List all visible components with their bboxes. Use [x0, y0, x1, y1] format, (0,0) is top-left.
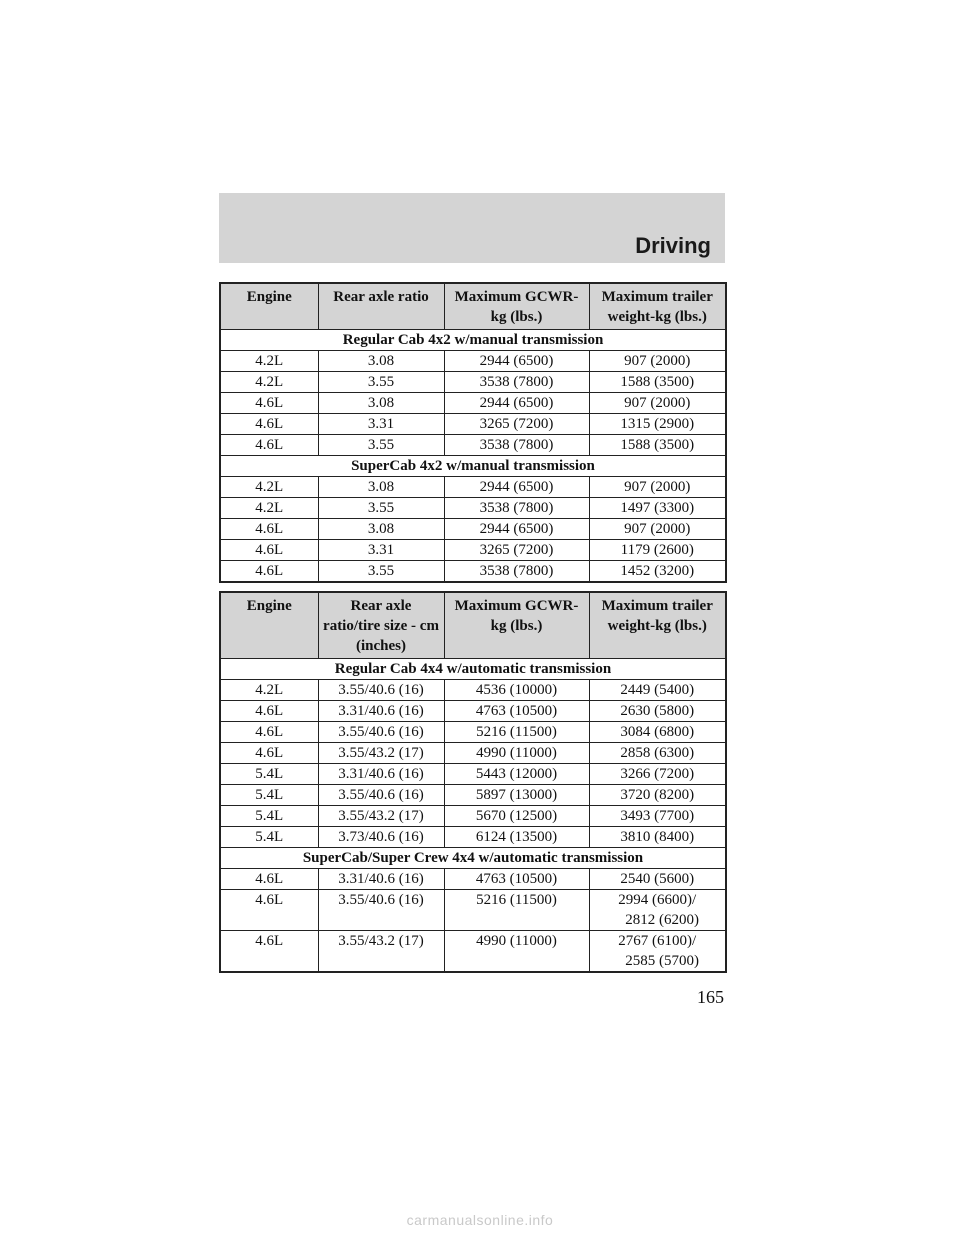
section-title: SuperCab/Super Crew 4x4 w/automatic transmission — [220, 848, 726, 869]
table-row — [220, 931, 726, 973]
table-cell: 5216 (11500) — [444, 890, 589, 931]
watermark: carmanualsonline.info — [406, 1212, 554, 1228]
table-cell: 907 (2000) — [589, 477, 726, 498]
table-cell: 5.4L — [220, 827, 318, 848]
table-cell: 2944 (6500) — [444, 393, 589, 414]
table-cell: 1497 (3300) — [589, 498, 726, 519]
table-cell: 4.6L — [220, 743, 318, 764]
table-row — [220, 827, 726, 848]
table-cell: 3266 (7200) — [589, 764, 726, 785]
table-cell: 1315 (2900) — [589, 414, 726, 435]
table-row — [220, 785, 726, 806]
column-header-axle: Rear axle ratio — [318, 283, 444, 330]
table-cell: 907 (2000) — [589, 351, 726, 372]
table-cell: 4763 (10500) — [444, 701, 589, 722]
table-cell: 4536 (10000) — [444, 680, 589, 701]
table-cell: 1588 (3500) — [589, 372, 726, 393]
table-cell: 3.55/43.2 (17) — [318, 743, 444, 764]
table-cell: 907 (2000) — [589, 393, 726, 414]
table-cell: 4.2L — [220, 680, 318, 701]
table-row — [220, 540, 726, 561]
towing-table-4x4 — [219, 591, 727, 973]
table-header-row — [220, 592, 726, 659]
table-row — [220, 701, 726, 722]
table-row — [220, 764, 726, 785]
table-cell: 4.6L — [220, 722, 318, 743]
table-row — [220, 498, 726, 519]
table-cell: 1588 (3500) — [589, 435, 726, 456]
section-title: Driving — [635, 233, 711, 258]
table-row — [220, 351, 726, 372]
table-cell: 4.6L — [220, 519, 318, 540]
table-cell: 4.6L — [220, 931, 318, 973]
table-cell: 4.2L — [220, 372, 318, 393]
table-cell: 6124 (13500) — [444, 827, 589, 848]
table-cell: 3.55/40.6 (16) — [318, 722, 444, 743]
section-title: SuperCab 4x2 w/manual transmission — [220, 456, 726, 477]
table-row — [220, 414, 726, 435]
table-cell: 4.6L — [220, 435, 318, 456]
table-cell: 3.73/40.6 (16) — [318, 827, 444, 848]
table-cell: 2767 (6100)/ 2585 (5700) — [589, 931, 726, 973]
table-cell: 4.6L — [220, 393, 318, 414]
table-cell: 3.55 — [318, 561, 444, 583]
column-header-trailer: Maximum trailer weight-kg (lbs.) — [589, 592, 726, 659]
section-header-band — [219, 193, 725, 263]
table-cell: 2858 (6300) — [589, 743, 726, 764]
towing-table-4x2 — [219, 282, 727, 583]
table-cell: 3538 (7800) — [444, 435, 589, 456]
column-header-trailer: Maximum trailer weight-kg (lbs.) — [589, 283, 726, 330]
table-body — [220, 659, 726, 973]
table-cell: 2449 (5400) — [589, 680, 726, 701]
table-row — [220, 372, 726, 393]
table-row — [220, 890, 726, 931]
table-cell: 5897 (13000) — [444, 785, 589, 806]
table-cell: 4.2L — [220, 351, 318, 372]
table-cell: 5.4L — [220, 764, 318, 785]
table-cell: 3.31/40.6 (16) — [318, 869, 444, 890]
table-cell: 4.6L — [220, 701, 318, 722]
table-cell: 3.08 — [318, 519, 444, 540]
column-header-axle-tire: Rear axle ratio/tire size - cm (inches) — [318, 592, 444, 659]
table-row — [220, 806, 726, 827]
table-cell: 5.4L — [220, 806, 318, 827]
table-cell: 4.6L — [220, 869, 318, 890]
table-cell: 4.6L — [220, 561, 318, 583]
table-cell: 4990 (11000) — [444, 931, 589, 973]
table-row — [220, 393, 726, 414]
column-header-engine: Engine — [220, 592, 318, 659]
table-cell: 4.6L — [220, 540, 318, 561]
table-cell: 4.2L — [220, 498, 318, 519]
table-row — [220, 519, 726, 540]
table-row — [220, 722, 726, 743]
table-cell: 3.55 — [318, 435, 444, 456]
table-cell: 4763 (10500) — [444, 869, 589, 890]
table-cell: 2944 (6500) — [444, 519, 589, 540]
table-cell: 5443 (12000) — [444, 764, 589, 785]
table-cell: 3.08 — [318, 351, 444, 372]
table-cell: 3493 (7700) — [589, 806, 726, 827]
table-cell: 4.2L — [220, 477, 318, 498]
table-cell: 3084 (6800) — [589, 722, 726, 743]
table-cell: 3.55/40.6 (16) — [318, 680, 444, 701]
section-title: Regular Cab 4x2 w/manual transmission — [220, 330, 726, 351]
table-cell: 4990 (11000) — [444, 743, 589, 764]
table-cell: 3.55 — [318, 498, 444, 519]
table-row — [220, 743, 726, 764]
table-cell: 5216 (11500) — [444, 722, 589, 743]
column-header-engine: Engine — [220, 283, 318, 330]
section-row — [220, 330, 726, 351]
table-cell: 1179 (2600) — [589, 540, 726, 561]
table-cell: 5.4L — [220, 785, 318, 806]
table-row — [220, 680, 726, 701]
table-cell: 5670 (12500) — [444, 806, 589, 827]
table-cell: 3.08 — [318, 477, 444, 498]
table-cell: 3.55/40.6 (16) — [318, 890, 444, 931]
table-cell: 2994 (6600)/ 2812 (6200) — [589, 890, 726, 931]
page-number: 165 — [697, 987, 724, 1007]
table-cell: 3.08 — [318, 393, 444, 414]
table-row — [220, 561, 726, 583]
table-cell: 3265 (7200) — [444, 414, 589, 435]
table-cell: 3.31/40.6 (16) — [318, 701, 444, 722]
table-cell: 3538 (7800) — [444, 498, 589, 519]
table-row — [220, 477, 726, 498]
table-cell: 3.31 — [318, 414, 444, 435]
section-row — [220, 848, 726, 869]
table-cell: 3.31/40.6 (16) — [318, 764, 444, 785]
table-cell: 3265 (7200) — [444, 540, 589, 561]
table-cell: 3.55/43.2 (17) — [318, 931, 444, 973]
table-cell: 3.55/43.2 (17) — [318, 806, 444, 827]
table-header-row — [220, 283, 726, 330]
table-cell: 2540 (5600) — [589, 869, 726, 890]
table-row — [220, 869, 726, 890]
table-cell: 4.6L — [220, 414, 318, 435]
table-cell: 3.31 — [318, 540, 444, 561]
table-cell: 2944 (6500) — [444, 477, 589, 498]
table-cell: 3810 (8400) — [589, 827, 726, 848]
table-cell: 2630 (5800) — [589, 701, 726, 722]
table-body — [220, 330, 726, 583]
table-cell: 3.55/40.6 (16) — [318, 785, 444, 806]
column-header-gcwr: Maximum GCWR-kg (lbs.) — [444, 592, 589, 659]
table-cell: 4.6L — [220, 890, 318, 931]
table-cell: 3.55 — [318, 372, 444, 393]
table-cell: 907 (2000) — [589, 519, 726, 540]
table-cell: 2944 (6500) — [444, 351, 589, 372]
section-title: Regular Cab 4x4 w/automatic transmission — [220, 659, 726, 680]
table-cell: 3538 (7800) — [444, 372, 589, 393]
section-row — [220, 456, 726, 477]
table-cell: 3538 (7800) — [444, 561, 589, 583]
column-header-gcwr: Maximum GCWR-kg (lbs.) — [444, 283, 589, 330]
table-cell: 3720 (8200) — [589, 785, 726, 806]
table-cell: 1452 (3200) — [589, 561, 726, 583]
table-row — [220, 435, 726, 456]
section-row — [220, 659, 726, 680]
